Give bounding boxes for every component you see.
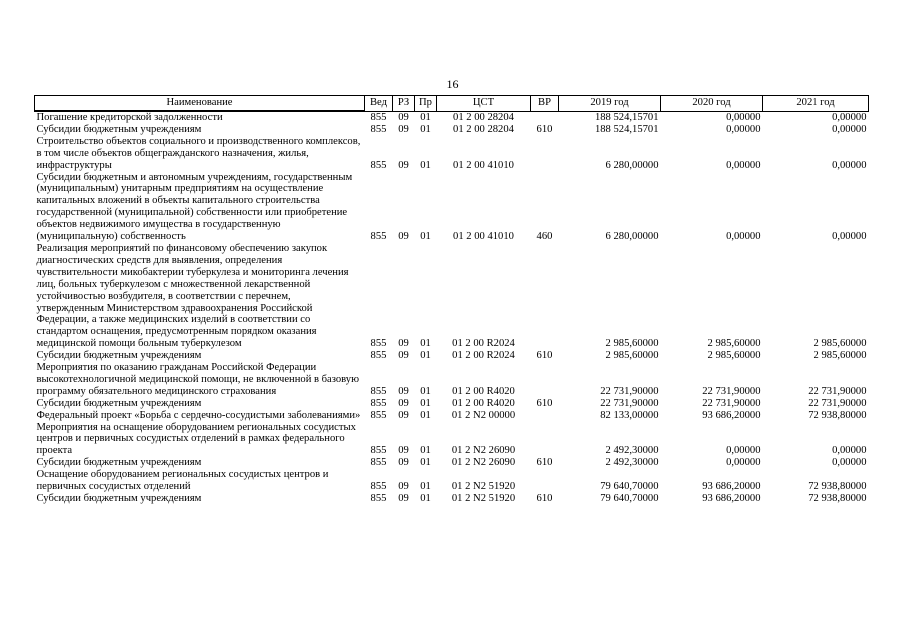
- cell-name: Мероприятия по оказанию гражданам Российской Федерации высокотехнологичной медицинской помощи, не включенной в базовую программу обязательного медицинского страхования: [36, 362, 360, 397]
- cell-name: Субсидии бюджетным и автономным учреждениям, государственным (муниципальным) унитарным предприятиям на осуществление капитальных вложений в объекты капитального строительства государственной (муниципальной) собственности или приобретение объектов недвижимого имущества в государственную (муниципальную) собственность: [36, 171, 353, 243]
- cell-ved: 855: [370, 231, 387, 243]
- header-2019: 2019 год: [559, 96, 661, 112]
- cell-y2019: 79 640,70000: [600, 481, 659, 493]
- cell-vr: [531, 422, 559, 458]
- cell-ved: 855: [370, 338, 387, 350]
- cell-pr: 01: [420, 493, 431, 504]
- cell-rz: 09: [398, 159, 409, 171]
- cell-rz: 09: [398, 338, 409, 350]
- header-row: [35, 96, 869, 112]
- cell-y2019: 22 731,90000: [600, 397, 659, 409]
- table-header: [35, 96, 869, 112]
- cell-rz: 09: [398, 123, 409, 135]
- cell-cst: 01 2 00 28204: [453, 112, 514, 123]
- cell-cst: 01 2 00 R4020: [452, 385, 515, 397]
- cell-cst: 01 2 00 R4020: [452, 397, 515, 409]
- cell-name: Субсидии бюджетным учреждениям: [36, 123, 202, 135]
- cell-ved: 855: [370, 457, 387, 469]
- cell-name: Субсидии бюджетным учреждениям: [36, 457, 202, 469]
- cell-y2021: 22 731,90000: [808, 397, 867, 409]
- cell-y2019: 22 731,90000: [600, 385, 659, 397]
- table-row: [35, 410, 869, 422]
- cell-y2020: 2 985,60000: [707, 338, 761, 350]
- cell-rz: 09: [398, 481, 409, 493]
- cell-pr: 01: [420, 481, 431, 493]
- table-row: [35, 469, 869, 493]
- cell-name: Строительство объектов социального и производственного комплексов, в том числе объектов общегражданского назначения, жилья, инфраструктуры: [36, 135, 361, 171]
- cell-y2020: 0,00000: [726, 445, 761, 457]
- cell-y2019: 79 640,70000: [600, 493, 659, 504]
- cell-y2020: 0,00000: [726, 159, 761, 171]
- table-row: [35, 457, 869, 469]
- header-vr: ВР: [531, 96, 559, 112]
- cell-cst: 01 2 00 41010: [453, 231, 514, 243]
- cell-y2020: 0,00000: [726, 123, 761, 135]
- page-number-text: 16: [446, 77, 459, 91]
- cell-rz: 09: [398, 112, 409, 123]
- cell-rz: 09: [398, 397, 409, 409]
- table-row: [35, 172, 869, 243]
- cell-y2020: 0,00000: [726, 112, 761, 123]
- cell-y2020: 0,00000: [726, 457, 761, 469]
- cell-pr: 01: [420, 397, 431, 409]
- table-row: [35, 350, 869, 362]
- cell-name: Федеральный проект «Борьба с сердечно-сосудистыми заболеваниями»: [36, 409, 361, 421]
- cell-vr: 610: [536, 457, 553, 469]
- cell-vr: 610: [536, 493, 553, 504]
- cell-y2019: 2 985,60000: [605, 338, 659, 350]
- cell-ved: 855: [370, 445, 387, 457]
- cell-ved: 855: [370, 481, 387, 493]
- header-2020: 2020 год: [661, 96, 763, 112]
- cell-rz: 09: [398, 493, 409, 504]
- cell-y2019: 82 133,00000: [600, 409, 659, 421]
- cell-y2019: 188 524,15701: [594, 112, 659, 123]
- cell-rz: 09: [398, 385, 409, 397]
- header-pr: Пр: [415, 96, 437, 112]
- cell-pr: 01: [420, 445, 431, 457]
- table-row: [35, 493, 869, 505]
- header-cst: ЦСТ: [437, 96, 531, 112]
- cell-cst: 01 2 N2 26090: [451, 457, 516, 469]
- cell-y2021: 0,00000: [832, 457, 867, 469]
- cell-y2021: 0,00000: [832, 123, 867, 135]
- cell-name: Субсидии бюджетным учреждениям: [36, 397, 202, 409]
- cell-name: Субсидии бюджетным учреждениям: [36, 350, 202, 362]
- cell-pr: 01: [420, 123, 431, 135]
- cell-y2021: 2 985,60000: [813, 350, 867, 362]
- table-row: [35, 111, 869, 124]
- cell-y2019: 188 524,15701: [594, 123, 659, 135]
- cell-pr: 01: [420, 385, 431, 397]
- cell-y2020: 22 731,90000: [702, 385, 761, 397]
- cell-cst: 01 2 N2 00000: [451, 409, 516, 421]
- cell-vr: 610: [536, 397, 553, 409]
- cell-vr: [531, 410, 559, 422]
- cell-y2021: 72 938,80000: [808, 409, 867, 421]
- cell-y2020: 2 985,60000: [707, 350, 761, 362]
- cell-cst: 01 2 N2 51920: [451, 493, 516, 504]
- table-row: [35, 422, 869, 458]
- cell-rz: 09: [398, 350, 409, 362]
- cell-y2021: 2 985,60000: [813, 338, 867, 350]
- cell-pr: 01: [420, 350, 431, 362]
- cell-pr: 01: [420, 159, 431, 171]
- cell-pr: 01: [420, 409, 431, 421]
- cell-vr: [531, 362, 559, 398]
- page-number: [0, 77, 905, 92]
- cell-pr: 01: [420, 338, 431, 350]
- table-row: [35, 362, 869, 398]
- cell-y2021: 72 938,80000: [808, 493, 867, 504]
- cell-y2020: 93 686,20000: [702, 481, 761, 493]
- cell-y2021: 0,00000: [832, 231, 867, 243]
- cell-rz: 09: [398, 445, 409, 457]
- cell-y2020: 22 731,90000: [702, 397, 761, 409]
- header-rz: РЗ: [393, 96, 415, 112]
- cell-cst: 01 2 00 41010: [453, 159, 514, 171]
- cell-vr: 460: [536, 231, 553, 243]
- table-row: [35, 398, 869, 410]
- cell-y2019: 6 280,00000: [605, 159, 659, 171]
- table-row: [35, 243, 869, 350]
- table-row: [35, 136, 869, 172]
- header-ved: Вед: [365, 96, 393, 112]
- cell-ved: 855: [370, 112, 387, 123]
- cell-rz: 09: [398, 231, 409, 243]
- table-row: [35, 124, 869, 136]
- cell-pr: 01: [420, 112, 431, 123]
- cell-vr: 610: [536, 350, 553, 362]
- cell-y2020: 0,00000: [726, 231, 761, 243]
- cell-cst: 01 2 00 28204: [453, 123, 514, 135]
- cell-cst: 01 2 N2 26090: [451, 445, 516, 457]
- cell-vr: [531, 111, 559, 124]
- cell-ved: 855: [370, 493, 387, 504]
- cell-vr: [531, 243, 559, 350]
- cell-vr: 610: [536, 123, 553, 135]
- cell-y2021: 22 731,90000: [808, 385, 867, 397]
- cell-y2019: 2 492,30000: [605, 445, 659, 457]
- cell-pr: 01: [420, 231, 431, 243]
- cell-y2020: 93 686,20000: [702, 493, 761, 504]
- cell-ved: 855: [370, 123, 387, 135]
- cell-y2019: 6 280,00000: [605, 231, 659, 243]
- cell-cst: 01 2 00 R2024: [452, 338, 515, 350]
- cell-ved: 855: [370, 385, 387, 397]
- cell-y2021: 0,00000: [832, 445, 867, 457]
- cell-rz: 09: [398, 409, 409, 421]
- cell-y2021: 0,00000: [832, 112, 867, 123]
- cell-name: Реализация мероприятий по финансовому обеспечению закупок диагностических средств для выявления, определения чувствительности микобактерии туберкулеза и мониторинга лечения лиц, больных туберкулезом с множественной лекарственной устойчивостью возбудителя, в соответствии с перечнем, утвержденным Министерством здравоохранения Российской Федерации, а также медицинских изделий в соответствии со стандартом оснащения, предусмотренным порядком оказания медицинской помощи больным туберкулезом: [36, 242, 349, 350]
- cell-ved: 855: [370, 350, 387, 362]
- cell-cst: 01 2 00 R2024: [452, 350, 515, 362]
- budget-table: [34, 95, 869, 505]
- header-name: Наименование: [35, 96, 365, 112]
- cell-cst: 01 2 N2 51920: [451, 481, 516, 493]
- cell-vr: [531, 136, 559, 172]
- table-body: [35, 111, 869, 505]
- cell-ved: 855: [370, 397, 387, 409]
- header-2021: 2021 год: [763, 96, 869, 112]
- cell-rz: 09: [398, 457, 409, 469]
- cell-name: Погашение кредиторской задолженности: [36, 112, 223, 123]
- cell-ved: 855: [370, 159, 387, 171]
- cell-y2021: 0,00000: [832, 159, 867, 171]
- cell-y2019: 2 985,60000: [605, 350, 659, 362]
- cell-y2019: 2 492,30000: [605, 457, 659, 469]
- cell-ved: 855: [370, 409, 387, 421]
- cell-pr: 01: [420, 457, 431, 469]
- cell-name: Мероприятия на оснащение оборудованием региональных сосудистых центров и первичных сосудистых отделений в рамках федерального проекта: [36, 421, 356, 457]
- cell-y2020: 93 686,20000: [702, 409, 761, 421]
- cell-name: Оснащение оборудованием региональных сосудистых центров и первичных сосудистых отделений: [36, 469, 329, 493]
- cell-y2021: 72 938,80000: [808, 481, 867, 493]
- cell-name: Субсидии бюджетным учреждениям: [36, 493, 202, 504]
- cell-vr: [531, 469, 559, 493]
